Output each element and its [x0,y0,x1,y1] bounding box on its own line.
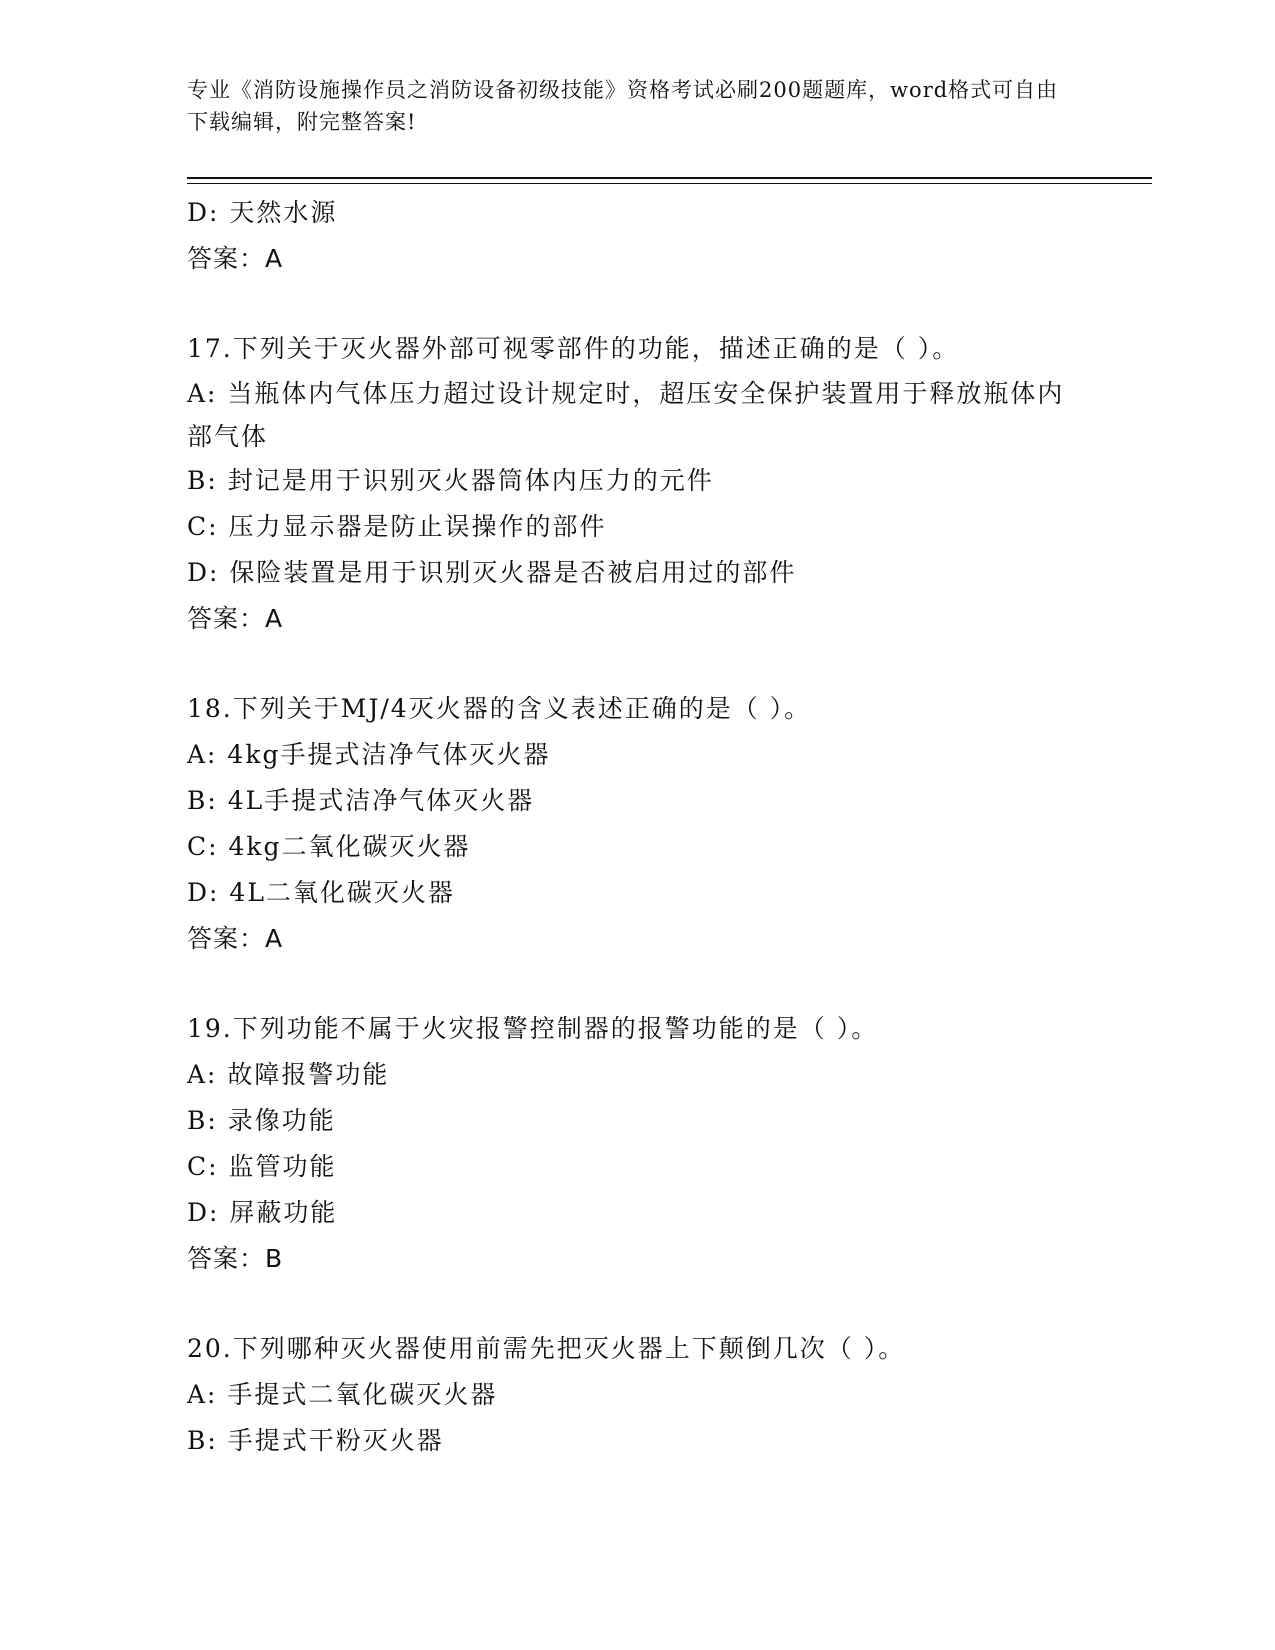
question-stem: 17.下列关于灭火器外部可视零部件的功能，描述正确的是（ ）。 [187,334,960,363]
question-stem: 19.下列功能不属于火灾报警控制器的报警功能的是（ ）。 [187,1014,879,1043]
option-a: A: 4kg手提式洁净气体灭火器 [187,740,551,769]
option-a: A: 手提式二氧化碳灭火器 [187,1380,498,1409]
document-header: 专业《消防设施操作员之消防设备初级技能》资格考试必刷200题题库，word格式可自由下载编辑，附完整答案! [187,78,1059,134]
question-18 [187,686,1087,1006]
option-b: B: 录像功能 [187,1106,336,1135]
option-d: D: 保险装置是用于识别灭火器是否被启用过的部件 [187,558,797,587]
spacer [187,962,1087,1006]
question-20 [187,1326,1087,1464]
option-c: C: 监管功能 [187,1152,337,1181]
option-d: D: 屏蔽功能 [187,1198,338,1227]
option-b: B: 封记是用于识别灭火器筒体内压力的元件 [187,466,714,495]
spacer [187,282,1087,326]
question-list [187,190,1087,1464]
option-c: C: 压力显示器是防止误操作的部件 [187,512,607,541]
question-stem: 20.下列哪种灭火器使用前需先把灭火器上下颠倒几次（ ）。 [187,1334,906,1363]
spacer [187,642,1087,686]
answer: 答案：B [187,1244,284,1273]
question-stem: 18.下列关于MJ/4灭火器的含义表述正确的是（ ）。 [187,694,812,723]
spacer [187,1282,1087,1326]
answer: 答案：A [187,924,284,953]
option-c: C: 4kg二氧化碳灭火器 [187,832,471,861]
option-d: D: 天然水源 [187,198,338,227]
question-17 [187,326,1087,686]
option-a: A: 故障报警功能 [187,1060,390,1089]
option-d: D: 4L二氧化碳灭火器 [187,878,455,907]
answer: 答案：A [187,604,284,633]
answer: 答案：A [187,244,284,273]
option-b: B: 手提式干粉灭火器 [187,1426,444,1455]
header-rule-thin [187,183,1152,184]
question-19 [187,1006,1087,1326]
option-a: A: 当瓶体内气体压力超过设计规定时，超压安全保护装置用于释放瓶体内部气体 [187,379,1065,451]
option-b: B: 4L手提式洁净气体灭火器 [187,786,535,815]
header-rule-thick [187,177,1152,179]
